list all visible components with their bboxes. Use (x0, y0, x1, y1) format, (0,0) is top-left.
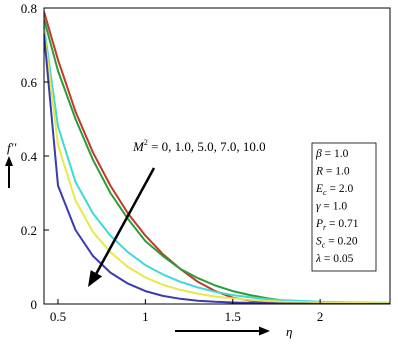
x-tick-label-1: 0.5 (49, 309, 67, 324)
y-tick-label-3: 0.4 (20, 149, 37, 164)
parameter-3: $E_c = 2.0$ (316, 183, 354, 197)
x-tick-label-2: 1 (142, 309, 149, 324)
y-tick-label-5: 0.8 (20, 1, 37, 16)
parameter-2: R = 1.0 (316, 165, 350, 178)
annotation-label: $M^2 = 0$, 1.0, 5.0, 7.0, 10.0 (133, 138, 266, 154)
x-tick-label-3: 1.5 (224, 309, 241, 324)
parameter-6: $S_c = 0.20$ (316, 235, 358, 250)
y-axis-label: f′′ (7, 140, 17, 155)
x-axis-label: η (286, 324, 293, 339)
parameter-4: γ = 1.0 (316, 200, 348, 213)
parameter-1: β = 1.0 (316, 148, 349, 160)
y-tick-label-4: 0.6 (20, 75, 37, 90)
y-tick-label-2: 0.2 (20, 223, 37, 238)
parameter-7: λ = 0.05 (316, 253, 354, 265)
parameter-5: $P_r = 0.71$ (316, 218, 359, 232)
x-tick-label-4: 2 (316, 309, 324, 324)
y-tick-label-1: 0 (30, 297, 37, 312)
